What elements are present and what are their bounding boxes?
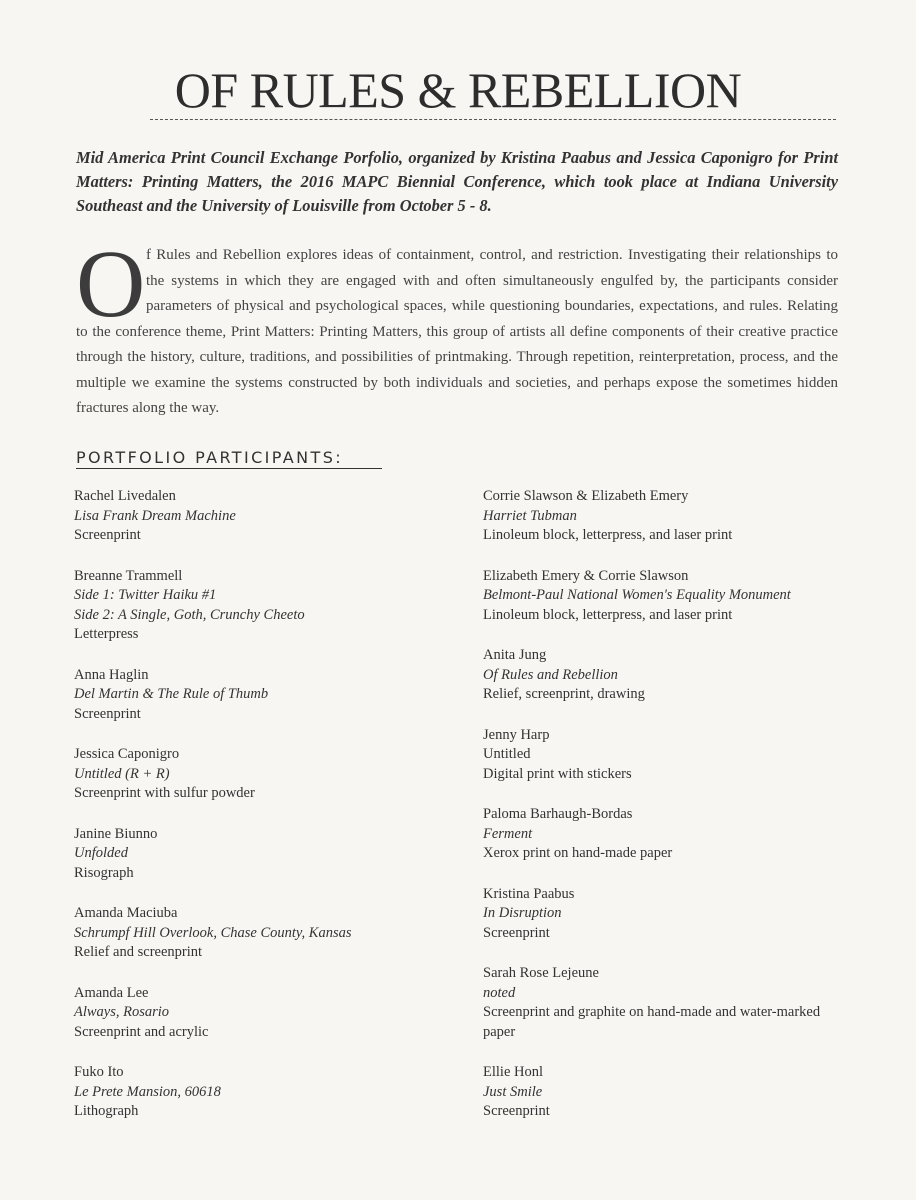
participant-entry: [483, 646, 828, 705]
intro-text: f Rules and Rebellion explores ideas of containment, control, and restriction. Investigating their relationships to the systems in which they are engaged with and often simultaneously engulfed by, the participants consider parameters of physical and psychological spaces, while questioning boundaries, expectations, and rules. Relating to the conference theme, Print Matters: Printing Matters, this group of artists all define components of their creative practice through the history, culture, traditions, and possibilities of printmaking. Through repetition, reinterpretation, process, and the multiple we examine the systems constructed by both individuals and societies, and perhaps expose the sometimes hidden fractures along the way.: [76, 247, 838, 416]
participant-entry: [483, 567, 828, 626]
intro-paragraph: [76, 230, 838, 422]
participants-right-column: [483, 487, 828, 1143]
work-title: Del Martin & The Rule of Thumb: [74, 686, 269, 702]
work-title: Le Prete Mansion, 60618: [74, 1083, 221, 1100]
medium: Xerox print on hand-made paper: [483, 845, 673, 861]
artist-name: Fuko Ito: [74, 1064, 124, 1080]
work-title: noted: [483, 984, 516, 1001]
artist-name: Breanne Trammell: [74, 567, 183, 584]
participant-entry: [483, 726, 828, 785]
participant-entry: [483, 1063, 828, 1122]
medium: Screenprint: [74, 527, 141, 543]
artist-name: Amanda Lee: [74, 984, 149, 1001]
participant-entry: [74, 825, 454, 884]
work-title: Lisa Frank Dream Machine: [74, 507, 236, 524]
work-title: Unfolded: [74, 845, 128, 861]
medium: Screenprint: [483, 1103, 550, 1119]
work-title: Untitled (R + R): [74, 765, 170, 782]
work-title: Of Rules and Rebellion: [483, 666, 618, 683]
participant-entry: [483, 885, 828, 944]
participant-entry: [74, 904, 454, 963]
artist-name: Jessica Caponigro: [74, 746, 180, 762]
participant-entry: [74, 984, 454, 1043]
medium: Screenprint with sulfur powder: [74, 785, 255, 801]
participant-entry: [74, 666, 454, 725]
artist-name: Elizabeth Emery & Corrie Slawson: [483, 567, 689, 584]
artist-name: Anna Haglin: [74, 666, 149, 683]
artist-name: Amanda Maciuba: [74, 905, 178, 921]
participant-entry: [74, 745, 454, 804]
medium: Digital print with stickers: [483, 765, 632, 782]
artist-name: Rachel Livedalen: [74, 488, 176, 504]
work-title: Schrumpf Hill Overlook, Chase County, Kansas: [74, 924, 352, 941]
artist-name: Janine Biunno: [74, 825, 158, 842]
participant-entry: [483, 805, 828, 864]
artist-name: Anita Jung: [483, 647, 547, 663]
work-title: Ferment: [483, 825, 533, 842]
artist-name: Jenny Harp: [483, 726, 550, 743]
work-title: In Disruption: [483, 905, 562, 921]
medium: Relief and screenprint: [74, 944, 203, 960]
participants-left-column: [74, 487, 454, 1143]
medium: Linoleum block, letterpress, and laser print: [483, 527, 733, 543]
participants-heading-underline: [76, 468, 382, 469]
medium: Relief, screenprint, drawing: [483, 686, 645, 702]
work-title: Harriet Tubman: [483, 507, 577, 524]
participant-entry: [483, 964, 828, 1042]
work-title: Just Smile: [483, 1083, 543, 1100]
participant-entry: [74, 567, 454, 645]
medium: Risograph: [74, 864, 134, 881]
work-title: Always, Rosario: [74, 1004, 170, 1020]
participant-entry: [74, 487, 454, 546]
subtitle: Mid America Print Council Exchange Porfolio, organized by Kristina Paabus and Jessica Caponigro for Print Matters: Printing Matters, the 2016 MAPC Biennial Conference, which took place at Indiana University Southeast and the University of Louisville from October 5 - 8.: [76, 148, 838, 215]
medium: Screenprint and acrylic: [74, 1023, 209, 1040]
medium: Lithograph: [74, 1103, 139, 1119]
work-title: Belmont-Paul National Women's Equality Monument: [483, 587, 791, 603]
artist-name: Paloma Barhaugh-Bordas: [483, 806, 633, 822]
artist-name: Ellie Honl: [483, 1064, 544, 1080]
participants-heading: PORTFOLIO PARTICIPANTS:: [76, 448, 344, 467]
artist-name: Kristina Paabus: [483, 885, 575, 902]
medium: Letterpress: [74, 626, 139, 642]
artist-name: Sarah Rose Lejeune: [483, 965, 599, 981]
participant-entry: [74, 1063, 454, 1122]
work-title: Side 2: A Single, Goth, Crunchy Cheeto: [74, 606, 305, 623]
participant-entry: [483, 487, 828, 546]
work-title: Untitled: [483, 746, 531, 762]
drop-cap: O: [76, 230, 146, 337]
page-title: OF RULES & REBELLION: [174, 62, 742, 118]
title-divider: [150, 119, 836, 120]
work-title: Side 1: Twitter Haiku #1: [74, 587, 217, 603]
medium: Linoleum block, letterpress, and laser print: [483, 606, 733, 623]
medium: Screenprint: [74, 705, 141, 722]
medium: Screenprint and graphite on hand-made and water-marked paper: [483, 1004, 821, 1040]
artist-name: Corrie Slawson & Elizabeth Emery: [483, 488, 689, 504]
medium: Screenprint: [483, 924, 550, 941]
